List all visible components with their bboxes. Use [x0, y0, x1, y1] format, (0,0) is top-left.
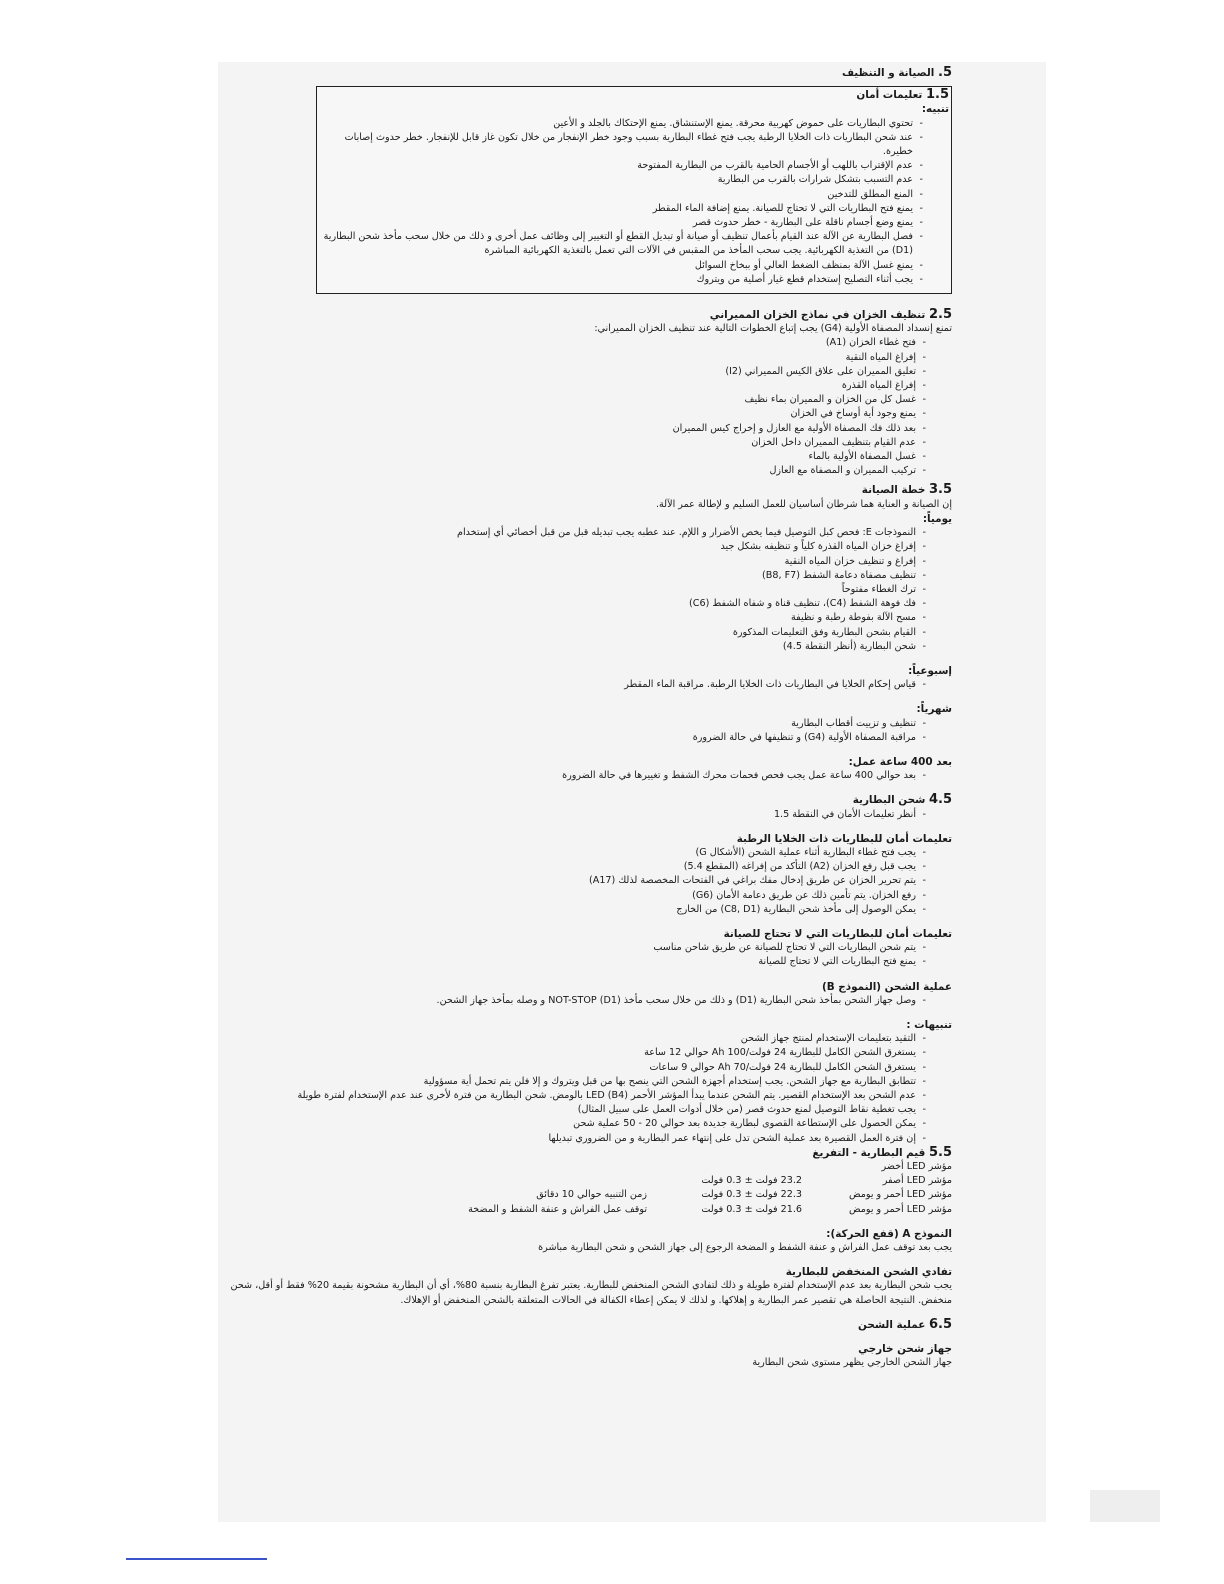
list-item: - بعد ذلك فك المصفاة الأولية مع العازل و إخراج كيس المميران	[222, 422, 952, 436]
list-item: - تركيب المميران و المصفاة مع العازل	[222, 464, 952, 478]
table-cell-note: توقف عمل الفراش و عنفة الشفط و المضخة	[468, 1203, 647, 1215]
list-item: - إفراغ و تنظيف خزان المياه النقية	[222, 555, 952, 569]
list-item: - القيام بشحن البطارية وفق التعليمات المذكورة	[222, 626, 952, 640]
subheading-daily: يومياً:	[922, 512, 952, 525]
paragraph: يجب بعد توقف عمل الفراش و عنفة الشفط و المضخة الرجوع إلى جهاز الشحن و شحن البطارية مباشرة	[538, 1242, 952, 1254]
list-item: - غسل المصفاة الأولية بالماء	[222, 450, 952, 464]
section-number: 4.5	[928, 792, 952, 808]
section-title: عملية الشحن	[858, 1318, 926, 1331]
list-item: - يمنع فتح البطاريات التي لا تحتاج للصيانة	[222, 955, 952, 969]
section-5-heading	[222, 66, 952, 80]
list-item: - شحن البطارية (أنظر النقطة 4.5)	[222, 640, 952, 654]
list-item: - يمكن الوصول إلى مأخذ شحن البطارية (C8, D1) من الخارج	[222, 903, 952, 917]
subheading-model-a: النموذج A (قفع الحركة):	[826, 1227, 952, 1240]
section-4-5-heading	[222, 793, 952, 807]
list-item: - فصل البطارية عن الآلة عند القيام بأعمال تنظيف أو صيانة أو تبديل القطع أو التغيير إلى وظائف عمل أخرى و ذلك من خلال سحب مأخذ شحن البطارية (D1) من التغذية الكهربائية. يجب سحب المأخذ من المقبس في الآلات التي تعمل بالتغذية الكهربائية المباشرة	[323, 230, 949, 258]
list-item: - عند شحن البطاريات ذات الخلايا الرطبة يجب فتح غطاء البطارية بسبب وجود خطر الإنفجار من خلال تكون غاز قابل للإنفجار. خطر حدوث إصابات خطيرة.	[323, 131, 949, 159]
list-item: - مسح الآلة بفوطة رطبة و نظيفة	[222, 611, 952, 625]
list-item: - غسل كل من الخزان و المميران بماء نظيف	[222, 393, 952, 407]
charging-ref-list	[222, 808, 952, 822]
list-item: - تتطابق البطارية مع جهاز الشحن. يجب إستخدام أجهزة الشحن التي ينصح بها من قبل ويتروك و إلا فلن يتم تحمل أية مسؤولية	[222, 1075, 952, 1089]
list-item: - يمنع وجود أية أوساخ في الخزان	[222, 407, 952, 421]
list-item: - إفراغ خزان المياه القذرة كلياً و تنظيفه بشكل جيد	[222, 540, 952, 554]
list-item: - يجب أثناء التصليح إستخدام قطع غيار أصلية من ويتروك	[323, 273, 949, 287]
table-cell-led: مؤشر LED أخضر	[881, 1161, 952, 1173]
list-item: - يمنع فتح البطاريات التي لا تحتاج للصيانة. يمنع إضافة الماء المقطر	[323, 202, 949, 216]
monthly-list	[222, 717, 952, 745]
section-number: 2.5	[928, 307, 952, 323]
list-item: - وصل جهاز الشحن بمأخذ شحن البطارية (D1) و ذلك من خلال سحب مأخذ NOT-STOP (D1) و وصله بمأخذ جهاز الشحن.	[222, 994, 952, 1008]
daily-list	[222, 526, 952, 654]
list-item: - تنظيف و تزييت أقطاب البطارية	[222, 717, 952, 731]
list-item: - رفع الخزان. يتم تأمين ذلك عن طريق دعامة الأمان (G6)	[222, 889, 952, 903]
table-cell-volt: 22.3 فولت ± 0.3 فولت	[701, 1189, 802, 1201]
subheading-weekly: إسبوعياً:	[908, 664, 952, 677]
section-number: 6.5	[928, 1316, 952, 1332]
section-title: شحن البطارية	[852, 794, 926, 807]
table-cell-led: مؤشر LED أصفر	[882, 1175, 952, 1187]
subheading-400-hours: بعد 400 ساعة عمل:	[848, 755, 952, 768]
table-cell-led: مؤشر LED أحمر و يومض	[848, 1203, 952, 1215]
list-item: - إفراغ المياه النقية	[222, 351, 952, 365]
list-item: - قياس إحكام الخلايا في البطاريات ذات الخلايا الرطبة. مراقبة الماء المقطر	[222, 678, 952, 692]
table-cell-note	[467, 1160, 647, 1174]
table-cell-note	[467, 1174, 647, 1188]
list-item: - يمنع غسل الآلة بمنظف الضغط العالي أو ببخاخ السوائل	[323, 259, 949, 273]
table-cell-volt	[647, 1160, 802, 1174]
list-item: - يمكن الحصول على الإستطاعة القصوى لبطارية جديدة بعد حوالي 20 - 50 عملية شحن	[222, 1117, 952, 1131]
list-item: - تحتوي البطاريات على حموض كهربية محرقة. يمنع الإستنشاق. يمنع الإحتكاك بالجلد و الأعين	[323, 117, 949, 131]
subheading-notes: تنبيهات :	[906, 1018, 952, 1031]
section-3-5-heading	[222, 483, 952, 497]
list-item: - يستغرق الشحن الكامل للبطارية 24 فولت/70 Ah حوالي 9 ساعات	[222, 1061, 952, 1075]
caution-label: تنبيه:	[921, 103, 949, 116]
list-item: - يجب قبل رفع الخزان (A2) التأكد من إفراغه (المقطع 5.4)	[222, 860, 952, 874]
battery-values-table	[222, 1160, 952, 1217]
list-item: - مراقبة المصفاة الأولية (G4) و تنظيفها في حالة الضرورة	[222, 731, 952, 745]
section-title: قيم البطارية - التفريغ	[812, 1146, 926, 1159]
list-item: - عدم القيام بتنظيف المميران داخل الخزان	[222, 436, 952, 450]
list-item: - المنع المطلق للتدخين	[323, 188, 949, 202]
list-item: - عدم الإقتراب باللهب أو الأجسام الحامية بالقرب من البطارية المفتوحة	[323, 159, 949, 173]
list-item: - ترك الغطاء مفتوحاً	[222, 583, 952, 597]
list-item: - فك فوهة الشفط (C4)، تنظيف قناة و شفاه الشفط (C6)	[222, 597, 952, 611]
list-item: - النموذجات E: فحص كبل التوصيل فيما يخص الأضرار و اللإم. عند عطبه يجب تبديله قبل من قبل أخصائي أي إستخدام	[222, 526, 952, 540]
subheading-maintenance-free: تعليمات أمان للبطاريات التي لا تحتاج للصيانة	[723, 927, 952, 940]
section-5-5-heading	[222, 1146, 952, 1160]
list-item: - تعليق المميران على علاق الكيس المميراني (I2)	[222, 365, 952, 379]
maintenance-free-list	[222, 941, 952, 969]
list-item: - إفراغ المياه القذرة	[222, 379, 952, 393]
weekly-list	[222, 678, 952, 692]
wet-cells-list	[222, 846, 952, 917]
subheading-monthly: شهرياً:	[916, 703, 952, 716]
page-tab	[1090, 1490, 1160, 1522]
hours-list	[222, 769, 952, 783]
list-item: - بعد حوالي 400 ساعة عمل يجب فحص فحمات محرك الشفط و تغييرها في حالة الضرورة	[222, 769, 952, 783]
document-body	[222, 66, 952, 1370]
section-6-5-heading	[222, 1318, 952, 1332]
section-2-5-heading	[222, 308, 952, 322]
table-cell-volt: 23.2 فولت ± 0.3 فولت	[701, 1175, 802, 1187]
paragraph: تمنع إنسداد المصفاة الأولية (G4) يجب إتباع الخطوات التالية عند تنظيف الخزان المميراني:	[594, 323, 952, 335]
section-number: 5.	[938, 65, 952, 80]
safety-list	[323, 117, 949, 287]
paragraph: إن الصيانة و العناية هما شرطان أساسيان للعمل السليم و لإطالة عمر الآلة.	[655, 498, 952, 510]
table-cell-led: مؤشر LED أحمر و يومض	[848, 1189, 952, 1201]
list-item: - أنظر تعليمات الأمان في النقطة 1.5	[222, 808, 952, 822]
paragraph: يجب شحن البطارية بعد عدم الإستخدام لفترة طويلة و ذلك لتفادي الشحن المنخفض للبطارية. يعتبر تفرغ البطارية بنسبة 80%، أي أن البطارية مشحونة بقيمة 20% فقط أو أقل، شحن منخفض. النتيجة الحاصلة هي تقصير عمر البطارية و إهلاكها. و لذلك لا يمكن إعطاء الكفالة في الحالات المتعلقة بالشحن المنخفض أو الإهلاك.	[230, 1280, 952, 1306]
list-item: - إن فترة العمل القصيرة بعد عملية الشحن تدل على إنتهاء عمر البطارية و من الضروري تبديلها	[222, 1132, 952, 1146]
list-item: - عدم التسبب بتشكل شرارات بالقرب من البطارية	[323, 173, 949, 187]
list-item: - يمنع وضع أجسام ناقلة على البطارية - خطر حدوث قصر	[323, 216, 949, 230]
list-item: - عدم الشحن بعد الإستخدام القصير. يتم الشحن عندما يبدأ المؤشر الأحمر LED (B4) بالومض. شحن البطارية من فترة لأخرى عند عدم الإستخدام لفترة طويلة	[222, 1089, 952, 1103]
subheading-external-charger: جهاز شحن خارجي	[858, 1343, 952, 1356]
table-cell-note: زمن التنبيه حوالي 10 دقائق	[536, 1189, 647, 1201]
list-item: - يجب تغطية نقاط التوصيل لمنع حدوث قصر (من خلال أدوات العمل على سبيل المثال)	[222, 1103, 952, 1117]
list-item: - يجب فتح غطاء البطارية أثناء عملية الشحن (الأشكال G)	[222, 846, 952, 860]
list-item: - يتم شحن البطاريات التي لا تحتاج للصيانة عن طريق شاحن مناسب	[222, 941, 952, 955]
subheading-charging-process: عملية الشحن (النموذج B)	[821, 980, 952, 993]
section-number: 1.5	[925, 87, 949, 103]
table-cell-volt: 21.6 فولت ± 0.3 فولت	[701, 1203, 802, 1215]
list-item: - يتم تحرير الخزان عن طريق إدخال مفك براغي في الفتحات المخصصة لذلك (A17)	[222, 874, 952, 888]
section-number: 3.5	[928, 482, 952, 498]
tank-cleaning-list	[222, 336, 952, 478]
list-item: - تنظيف مصفاة دعامة الشفط (B8, F7)	[222, 569, 952, 583]
notes-list	[222, 1032, 952, 1146]
list-item: - التقيد بتعليمات الإستخدام لمنتج جهاز الشحن	[222, 1032, 952, 1046]
subheading-deep-discharge: تفادي الشحن المنخفض للبطارية	[785, 1266, 952, 1279]
charging-process-list	[222, 994, 952, 1008]
safety-box	[316, 86, 952, 294]
footer-link-underline[interactable]	[126, 1558, 267, 1560]
subheading-wet-cells: تعليمات أمان للبطاريات ذات الخلايا الرطبة	[736, 832, 952, 845]
paragraph: جهاز الشحن الخارجي يظهر مستوى شحن البطارية	[752, 1357, 952, 1369]
list-item: - يستغرق الشحن الكامل للبطارية 24 فولت/100 Ah حوالي 12 ساعة	[222, 1046, 952, 1060]
section-title: خطة الصيانة	[861, 484, 926, 497]
section-1-5-heading	[323, 88, 949, 102]
section-title: تعليمات أمان	[856, 89, 923, 102]
section-number: 5.5	[928, 1144, 952, 1160]
section-title: تنظيف الخزان في نماذج الخزان المميراني	[709, 309, 926, 322]
section-title: الصيانة و التنظيف	[841, 67, 935, 79]
list-item: - فتح غطاء الخزان (A1)	[222, 336, 952, 350]
